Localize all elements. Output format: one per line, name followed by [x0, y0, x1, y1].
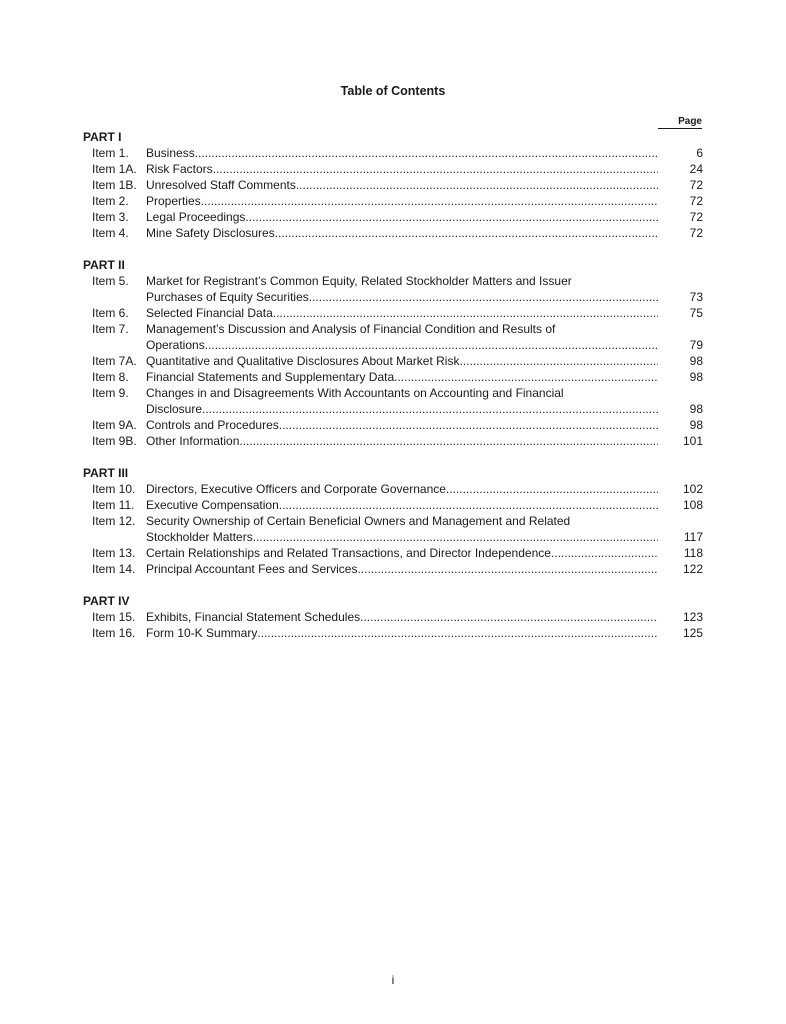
- item-number: Item 1B.: [92, 178, 137, 192]
- item-title-line: Market for Registrant’s Common Equity, Related Stockholder Matters and Issuer: [146, 274, 572, 288]
- item-number: Item 4.: [92, 226, 129, 240]
- item-number: Item 10.: [92, 482, 136, 496]
- page-number: 24: [689, 162, 703, 176]
- dot-leader: [273, 305, 658, 321]
- item-title-line: Management’s Discussion and Analysis of Financial Condition and Results of: [146, 322, 556, 336]
- page-number: 108: [682, 498, 703, 512]
- part-heading: PART II: [83, 258, 125, 272]
- toc-entry[interactable]: [83, 353, 703, 369]
- dot-leader: [213, 161, 658, 177]
- item-number: Item 6.: [92, 306, 129, 320]
- item-number: Item 9A.: [92, 418, 137, 432]
- part-heading: PART IV: [83, 594, 130, 608]
- item-number: Item 12.: [92, 514, 136, 528]
- item-number: Item 3.: [92, 210, 129, 224]
- item-title: Risk Factors: [146, 162, 213, 176]
- item-number: Item 7A.: [92, 354, 137, 368]
- toc-entry[interactable]: [83, 417, 703, 433]
- item-number: Item 14.: [92, 562, 136, 576]
- page-number: 72: [689, 194, 703, 208]
- dot-leader: [551, 545, 658, 561]
- dot-leader: [257, 625, 658, 641]
- dot-leader: [459, 353, 658, 369]
- item-number: Item 9B.: [92, 434, 137, 448]
- item-title: Operations: [146, 338, 205, 352]
- toc-entry[interactable]: [83, 193, 703, 209]
- item-number: Item 7.: [92, 322, 129, 336]
- page-number: 75: [689, 306, 703, 320]
- item-number: Item 1.: [92, 146, 129, 160]
- dot-leader: [296, 177, 658, 193]
- toc-entry[interactable]: [83, 513, 703, 545]
- item-title: Purchases of Equity Securities: [146, 290, 309, 304]
- item-title: Disclosure: [146, 402, 203, 416]
- toc-entry[interactable]: [83, 561, 703, 577]
- dot-leader: [195, 145, 658, 161]
- item-number: Item 5.: [92, 274, 129, 288]
- dot-leader: [253, 529, 658, 545]
- page-number: 6: [696, 146, 703, 160]
- toc-entry[interactable]: [83, 321, 703, 353]
- page-number: 123: [682, 610, 703, 624]
- dot-leader: [275, 225, 658, 241]
- page-number: 98: [689, 370, 703, 384]
- toc-entry[interactable]: [83, 545, 703, 561]
- item-title: Legal Proceedings: [146, 210, 246, 224]
- item-number: Item 13.: [92, 546, 136, 560]
- item-title: Exhibits, Financial Statement Schedules: [146, 610, 361, 624]
- toc-entry[interactable]: [83, 369, 703, 385]
- dot-leader: [446, 481, 658, 497]
- page-number: 102: [682, 482, 703, 496]
- part-heading: PART III: [83, 466, 129, 480]
- page-number: 98: [689, 418, 703, 432]
- toc-entry[interactable]: [83, 385, 703, 417]
- item-number: Item 16.: [92, 626, 136, 640]
- table-of-contents: [83, 129, 703, 641]
- dot-leader: [245, 209, 658, 225]
- page-number: 125: [682, 626, 703, 640]
- dot-leader: [394, 369, 658, 385]
- dot-leader: [201, 193, 658, 209]
- toc-entry[interactable]: [83, 225, 703, 241]
- item-title: Controls and Procedures: [146, 418, 279, 432]
- item-title: Selected Financial Data: [146, 306, 273, 320]
- item-title: Form 10-K Summary: [146, 626, 258, 640]
- item-title-line: Security Ownership of Certain Beneficial Owners and Management and Related: [146, 514, 571, 528]
- page-number: 72: [689, 178, 703, 192]
- dot-leader: [279, 417, 658, 433]
- toc-entry[interactable]: [83, 625, 703, 641]
- page-number: 122: [682, 562, 703, 576]
- toc-entry[interactable]: [83, 209, 703, 225]
- item-title: Other Information: [146, 434, 240, 448]
- page-number: 73: [689, 290, 703, 304]
- toc-entry[interactable]: [83, 273, 703, 305]
- item-title: Mine Safety Disclosures: [146, 226, 275, 240]
- toc-entry[interactable]: [83, 145, 703, 161]
- item-title: Executive Compensation: [146, 498, 279, 512]
- toc-entry[interactable]: [83, 481, 703, 497]
- item-title: Directors, Executive Officers and Corporate Governance: [146, 482, 446, 496]
- item-title: Principal Accountant Fees and Services: [146, 562, 358, 576]
- page-number: 117: [683, 530, 703, 544]
- item-title: Certain Relationships and Related Transactions, and Director Independence: [146, 546, 551, 560]
- toc-entry[interactable]: [83, 161, 703, 177]
- item-number: Item 11.: [92, 498, 135, 512]
- item-number: Item 1A.: [92, 162, 137, 176]
- toc-entry[interactable]: [83, 609, 703, 625]
- page-number-footer: i: [391, 973, 395, 987]
- page-number: 118: [683, 546, 703, 560]
- page-number: 72: [689, 210, 703, 224]
- toc-entry[interactable]: [83, 433, 703, 449]
- page-number: 79: [689, 338, 703, 352]
- item-number: Item 15.: [92, 610, 136, 624]
- page-title: Table of Contents: [340, 84, 446, 98]
- item-title: Quantitative and Qualitative Disclosures About Market Risk: [146, 354, 460, 368]
- item-title: Unresolved Staff Comments: [146, 178, 296, 192]
- toc-entry[interactable]: [83, 177, 703, 193]
- item-title-line: Changes in and Disagreements With Accountants on Accounting and Financial: [146, 386, 564, 400]
- toc-entry[interactable]: [83, 305, 703, 321]
- item-title: Properties: [146, 194, 201, 208]
- page-number: 98: [689, 402, 703, 416]
- item-title: Stockholder Matters: [146, 530, 253, 544]
- dot-leader: [357, 561, 658, 577]
- dot-leader: [205, 337, 658, 353]
- item-number: Item 9.: [92, 386, 129, 400]
- page-number: 101: [682, 434, 703, 448]
- item-number: Item 2.: [92, 194, 129, 208]
- item-title: Financial Statements and Supplementary Data: [146, 370, 395, 384]
- item-title: Business: [146, 146, 195, 160]
- dot-leader: [279, 497, 658, 513]
- page-number: 98: [689, 354, 703, 368]
- dot-leader: [360, 609, 658, 625]
- item-number: Item 8.: [92, 370, 129, 384]
- dot-leader: [239, 433, 658, 449]
- dot-leader: [202, 401, 658, 417]
- page-column-header: Page: [658, 116, 702, 129]
- page-number: 72: [689, 226, 703, 240]
- dot-leader: [309, 289, 658, 305]
- toc-entry[interactable]: [83, 497, 703, 513]
- part-heading: PART I: [83, 130, 122, 144]
